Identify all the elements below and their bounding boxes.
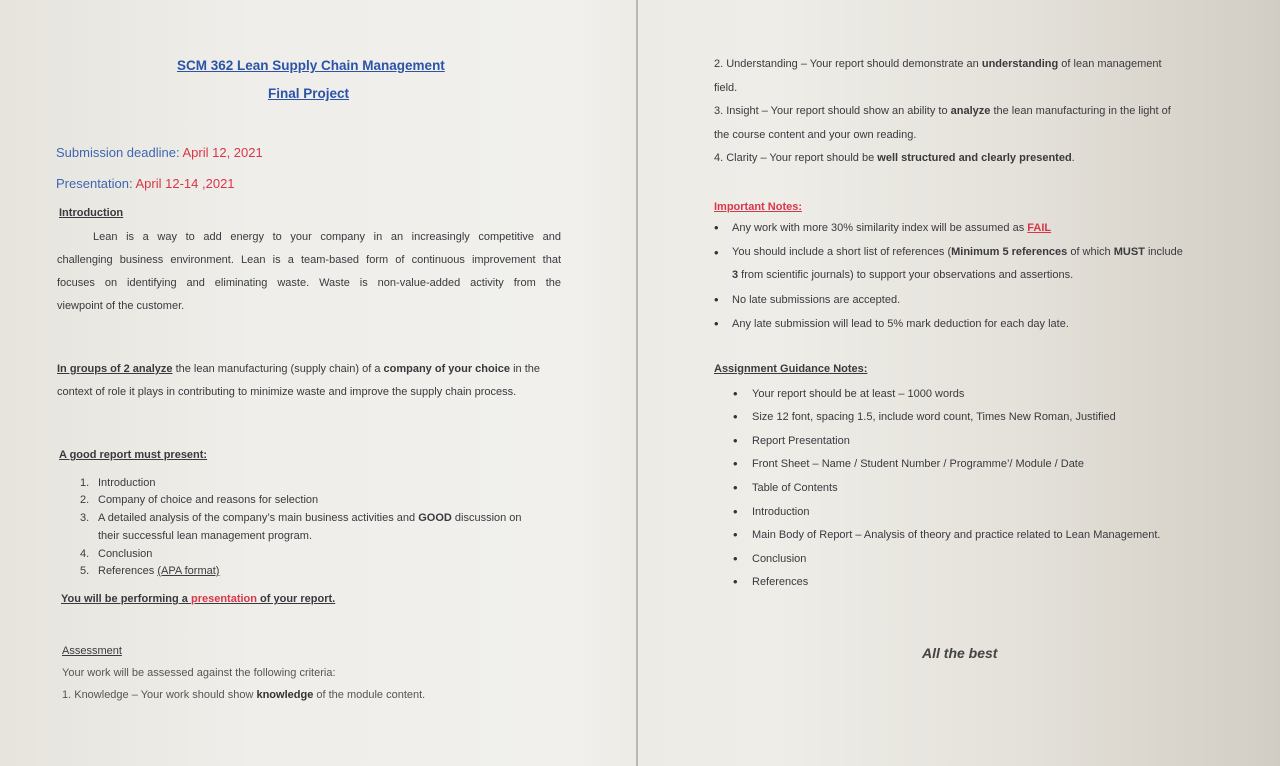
guidance-item: Introduction bbox=[752, 506, 810, 518]
note-similarity: Any work with more 30% similarity index will be assumed as FAIL bbox=[732, 222, 1052, 234]
guidance-item: Front Sheet – Name / Student Number / Programme’/ Module / Date bbox=[752, 458, 1084, 470]
criterion-clarity: 4. Clarity – Your report should be well structured and clearly presented. bbox=[714, 152, 1075, 164]
guidance-item: References bbox=[752, 576, 809, 588]
task-bold: company of your choice bbox=[383, 363, 511, 375]
presentation-label: Presentation: bbox=[56, 176, 133, 191]
guidance-item: Your report should be at least – 1000 words bbox=[752, 388, 965, 400]
criterion-knowledge: 1. Knowledge – Your work should show knowledge of the module content. bbox=[62, 689, 426, 701]
task-tail: in the bbox=[510, 363, 540, 375]
guidance-item: Size 12 font, spacing 1.5, include word count, Times New Roman, Justified bbox=[752, 411, 1116, 423]
bullet-icon: • bbox=[733, 386, 738, 401]
guidance-heading: Assignment Guidance Notes: bbox=[714, 363, 868, 375]
note-references: You should include a short list of references (Minimum 5 references of which MUST include bbox=[732, 246, 1183, 258]
bullet-icon: • bbox=[714, 245, 719, 260]
bullet-icon: • bbox=[714, 292, 719, 307]
intro-line-3: focuses on identifying and eliminating waste. Waste is non-value-added activity from the bbox=[57, 277, 561, 289]
guidance-item: Report Presentation bbox=[752, 435, 850, 447]
left-page: SCM 362 Lean Supply Chain Management Final Project Submission deadline: April 12, 2021 Presentation: April 12-14 ,2021 Introduction Lean is a way to add energy to your company in an increasingly competitive and challenging business environment. Lean is a team-based form of continuous improvement that focuses on identifying and eliminating waste. Waste is non-value-added activity from the viewpoint of the customer. In groups of 2 analyze the lean manufacturing (supply chain) of a company of your choice in the context of role it plays in contributing to minimize waste and improve the supply chain process. A good report must present: 1. Introduction 2. Company of choice and reasons for selection 3. A detailed analysis of the company’s main business activities and GOOD discussion on their successful lean management program. 4. Conclusion 5. References (APA format) You will be performing a presentation of your report. Assessment Your work will be assessed against the following criteria: 1. Knowledge – Your work should show knowledge of the module content. bbox=[56, 58, 561, 701]
intro-line-2: challenging business environment. Lean is a team-based form of continuous improvement that bbox=[57, 254, 561, 266]
guidance-item: Conclusion bbox=[752, 553, 807, 565]
criterion-understanding: 2. Understanding – Your report should demonstrate an understanding of lean management bbox=[714, 58, 1162, 70]
bullet-icon: • bbox=[733, 456, 738, 471]
assessment-heading: Assessment bbox=[62, 645, 122, 657]
task-line-2: context of role it plays in contributing to minimize waste and improve the supply chain process. bbox=[57, 386, 517, 398]
criterion-understanding-line2: field. bbox=[714, 82, 738, 94]
intro-line-1: Lean is a way to add energy to your company in an increasingly competitive and bbox=[93, 231, 561, 243]
document-subtitle: Final Project bbox=[268, 86, 350, 101]
task-lead: In groups of 2 analyze bbox=[57, 363, 173, 375]
bullet-icon: • bbox=[733, 480, 738, 495]
closing-text: All the best bbox=[922, 645, 998, 661]
bullet-icon: • bbox=[733, 433, 738, 448]
note-late-penalty: Any late submission will lead to 5% mark deduction for each day late. bbox=[732, 318, 1069, 330]
bullet-icon: • bbox=[733, 504, 738, 519]
bullet-icon: • bbox=[733, 574, 738, 589]
bullet-icon: • bbox=[733, 551, 738, 566]
assessment-intro: Your work will be assessed against the following criteria: bbox=[62, 667, 336, 679]
presentation-value: April 12-14 ,2021 bbox=[135, 176, 235, 191]
bullet-icon: • bbox=[714, 220, 719, 235]
guidance-item: Main Body of Report – Analysis of theory and practice related to Lean Management. bbox=[752, 529, 1161, 541]
bullet-icon: • bbox=[714, 316, 719, 331]
task-mid: the lean manufacturing (supply chain) of a bbox=[172, 363, 384, 375]
report-heading: A good report must present: bbox=[59, 449, 208, 461]
bullet-icon: • bbox=[733, 527, 738, 542]
presentation-note: You will be performing a presentation of your report. bbox=[61, 593, 336, 605]
note-no-late: No late submissions are accepted. bbox=[732, 294, 901, 306]
criterion-insight-line2: the course content and your own reading. bbox=[714, 129, 917, 141]
intro-line-4: viewpoint of the customer. bbox=[57, 300, 185, 312]
introduction-heading: Introduction bbox=[59, 207, 124, 219]
submission-value: April 12, 2021 bbox=[182, 145, 263, 160]
document-title: SCM 362 Lean Supply Chain Management bbox=[177, 58, 445, 73]
note-references-line2: 3 from scientific journals) to support your observations and assertions. bbox=[732, 269, 1074, 281]
bullet-icon: • bbox=[733, 409, 738, 424]
submission-label: Submission deadline: bbox=[56, 145, 180, 160]
important-notes-heading: Important Notes: bbox=[714, 201, 802, 213]
guidance-item: Table of Contents bbox=[752, 482, 838, 494]
criterion-insight: 3. Insight – Your report should show an ability to analyze the lean manufacturing in the light of bbox=[714, 105, 1171, 117]
